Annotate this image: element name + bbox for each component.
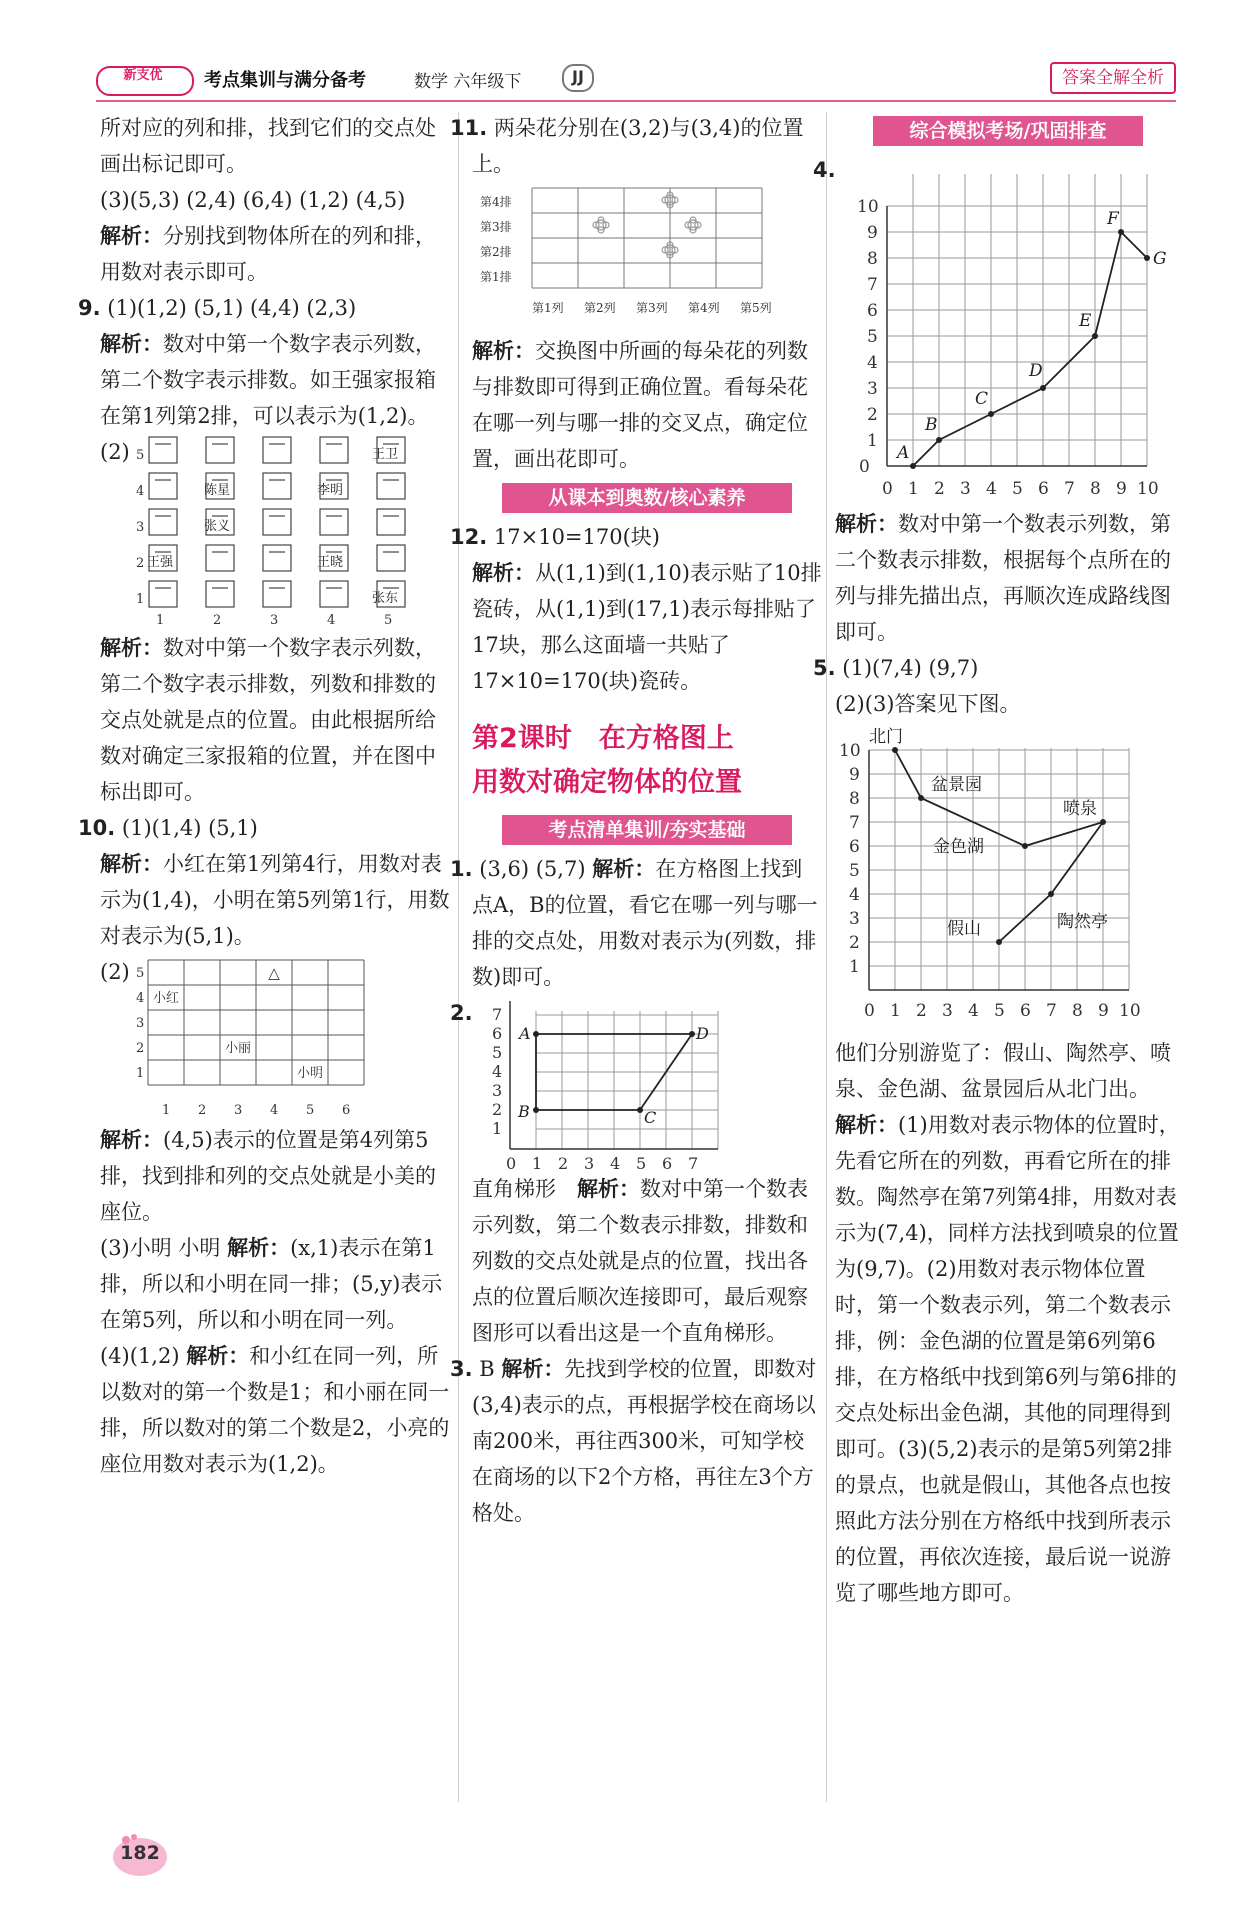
point-e bbox=[1092, 333, 1098, 339]
point-d bbox=[1040, 385, 1046, 391]
column-divider-right bbox=[826, 112, 827, 1802]
mailbox-box bbox=[149, 437, 177, 463]
explanation-label: 解析： bbox=[835, 1112, 898, 1137]
mailbox-box bbox=[263, 437, 291, 463]
seat-name: 小红 bbox=[152, 991, 180, 1006]
mailbox-box bbox=[263, 545, 291, 571]
answer-text: (1)(1,2) (5,1) (4,4) (2,3) bbox=[107, 296, 357, 320]
y-tick-label: 0 bbox=[859, 457, 870, 477]
answer-text: (2)(3)答案见下图。 bbox=[835, 692, 1021, 716]
mailbox-name: 王卫 bbox=[371, 447, 399, 462]
x-tick-label: 8 bbox=[1090, 479, 1101, 499]
explanation-text: 数对中第一个数字表示列数，第二个数字表示排数。如王强家报箱在第1列第2排，可以表示为(1,2)。 bbox=[100, 332, 436, 428]
flower-icon bbox=[593, 217, 609, 233]
x-tick-label: 7 bbox=[1046, 1001, 1057, 1021]
mailbox-box bbox=[377, 509, 405, 535]
point-label: G bbox=[1153, 249, 1167, 269]
lesson-title bbox=[472, 717, 822, 805]
answer-text: (3)小明 小明 bbox=[100, 1236, 228, 1260]
explanation bbox=[472, 333, 822, 477]
x-tick-label: 9 bbox=[1116, 479, 1127, 499]
explanation-label: 解析： bbox=[227, 1235, 291, 1260]
explanation-label: 解析： bbox=[835, 511, 898, 536]
point-c bbox=[637, 1107, 643, 1113]
mailbox-box bbox=[263, 581, 291, 607]
explanation-text: 交换图中所画的每朵花的列数与排数即可得到正确位置。看每朵花在哪一列与哪一排的交叉点，确定位置，画出花即可。 bbox=[472, 339, 808, 471]
place-label: 假山 bbox=[947, 919, 981, 939]
header-divider bbox=[96, 100, 1176, 102]
explanation bbox=[100, 846, 450, 954]
col-label: 第5列 bbox=[740, 301, 772, 315]
x-tick-label: 4 bbox=[986, 479, 997, 499]
section-banner: 综合模拟考场/巩固排查 bbox=[873, 116, 1143, 146]
question-12 bbox=[450, 519, 822, 555]
point-c bbox=[988, 411, 994, 417]
y-tick-label: 7 bbox=[492, 1005, 503, 1024]
x-tick-label: 4 bbox=[610, 1154, 621, 1173]
point-a bbox=[910, 463, 916, 469]
place-label: 金色湖 bbox=[933, 837, 984, 857]
logo-text: 新支优 bbox=[123, 68, 163, 83]
question-11 bbox=[450, 110, 822, 182]
mailbox-box bbox=[263, 473, 291, 499]
mailbox-box bbox=[149, 509, 177, 535]
flower-icon bbox=[685, 217, 701, 233]
y-tick-label: 6 bbox=[867, 301, 878, 321]
row-label: 4 bbox=[136, 991, 145, 1006]
explanation-text: 数对中第一个数表示列数，第二个数表示排数，根据每个点所在的列与排先描出点，再顺次连成路线图即可。 bbox=[835, 512, 1171, 644]
mailbox-name: 陈星 bbox=[203, 483, 231, 498]
col-label: 第1列 bbox=[532, 301, 564, 315]
mailbox-box bbox=[149, 473, 177, 499]
question-1 bbox=[450, 851, 822, 995]
route-line bbox=[913, 232, 1147, 466]
point-a bbox=[533, 1031, 539, 1037]
col-label: 第3列 bbox=[636, 301, 668, 315]
y-tick-label: 3 bbox=[867, 379, 878, 399]
point-penquan bbox=[1100, 819, 1106, 825]
x-tick-label: 3 bbox=[942, 1001, 953, 1021]
row-label: 2 bbox=[136, 1041, 145, 1056]
col-label: 4 bbox=[327, 613, 336, 628]
point-taoranting bbox=[1048, 891, 1054, 897]
column-divider-left bbox=[458, 112, 459, 1802]
x-tick-label: 10 bbox=[1119, 1001, 1141, 1021]
point-b bbox=[533, 1107, 539, 1113]
col-label: 2 bbox=[213, 613, 222, 628]
explanation bbox=[100, 326, 450, 434]
row-label: 3 bbox=[136, 1016, 145, 1031]
y-tick-label: 5 bbox=[849, 861, 860, 881]
row-label: 第1排 bbox=[480, 270, 512, 284]
mailbox-boxes bbox=[146, 437, 405, 607]
point-label: B bbox=[925, 415, 938, 435]
x-tick-label: 2 bbox=[916, 1001, 927, 1021]
explanation-text: 数对中第一个数字表示列数，第二个数字表示排数，列数和排数的交点处就是点的位置。由此根据所给数对确定三家报箱的位置，并在图中标出即可。 bbox=[100, 636, 436, 804]
explanation-text: (1)用数对表示物体的位置时，先看它所在的列数，再看它所在的排数。陶然亭在第7列第4排，用数对表示为(7,4)，同样方法找到喷泉的位置为(9,7)。(2)用数对表示物体位置时，第一个数表示列，第二个数表示排，例：金色湖的位置是第6列第6排，在方格纸中找到第6列与第6排的交点处标出金色湖，其他的同理得到即可。(3)(5,2)表示的是第5列第2排的景点，也就是假山，其他各点也按照此方法分别在方格纸中找到所表示的位置，再依次连接，最后说一说游览了哪些地方即可。 bbox=[835, 1113, 1180, 1605]
col-label: 1 bbox=[162, 1103, 171, 1118]
question-9 bbox=[78, 290, 450, 326]
explanation bbox=[835, 1107, 1180, 1611]
mailbox-name: 王晓 bbox=[316, 555, 344, 570]
y-tick-label: 3 bbox=[492, 1081, 503, 1100]
point-jiashan bbox=[996, 939, 1002, 945]
row-label: 第2排 bbox=[480, 245, 512, 259]
point-label: C bbox=[975, 389, 989, 409]
y-tick-label: 10 bbox=[857, 197, 879, 217]
seat-name: 小丽 bbox=[224, 1041, 252, 1056]
flower-grid bbox=[472, 182, 822, 322]
explanation-label: 解析： bbox=[100, 635, 163, 660]
column-middle bbox=[450, 110, 822, 1531]
question-number: 10. bbox=[78, 816, 116, 840]
mailbox-box bbox=[206, 545, 234, 571]
subquestion-label: (2) bbox=[100, 960, 130, 984]
x-tick-label: 5 bbox=[636, 1154, 647, 1173]
question-5 bbox=[813, 650, 1180, 686]
mailbox-box bbox=[206, 437, 234, 463]
mailbox-box bbox=[263, 509, 291, 535]
point-penjingyuan bbox=[918, 795, 924, 801]
point-g bbox=[1144, 255, 1150, 261]
x-tick-label: 5 bbox=[1012, 479, 1023, 499]
question-number: 1. bbox=[450, 857, 473, 881]
explanation bbox=[100, 1122, 450, 1230]
explanation-text: 在方格图上找到点A，B的位置，看它在哪一列与哪一排的交点处，用数对表示为(列数，排数)即可。 bbox=[472, 857, 818, 989]
explanation bbox=[100, 218, 450, 290]
y-tick-label: 8 bbox=[867, 249, 878, 269]
explanation-label: 解析： bbox=[100, 1127, 163, 1152]
question-number: 12. bbox=[450, 525, 488, 549]
explanation bbox=[472, 1171, 822, 1351]
page-number: 182 bbox=[120, 1842, 160, 1864]
explanation-text: 分别找到物体所在的列和排，用数对表示即可。 bbox=[100, 224, 436, 284]
mailbox-box bbox=[377, 473, 405, 499]
explanation bbox=[100, 1230, 450, 1338]
question-3 bbox=[450, 1351, 822, 1531]
explanation-text: (4,5)表示的位置是第4列第5排，找到排和列的交点处就是小美的座位。 bbox=[100, 1128, 436, 1224]
y-tick-label: 9 bbox=[867, 223, 878, 243]
x-tick-label: 3 bbox=[584, 1154, 595, 1173]
column-left bbox=[78, 110, 450, 1482]
point-beimen bbox=[892, 747, 898, 753]
x-tick-label: 6 bbox=[1020, 1001, 1031, 1021]
question-number: 9. bbox=[78, 296, 101, 320]
x-tick-label: 2 bbox=[934, 479, 945, 499]
answer-text: 所对应的列和排，找到它们的交点处画出标记即可。 bbox=[100, 116, 436, 176]
answer-text: (1)(1,4) (5,1) bbox=[121, 816, 258, 840]
answer-text: B bbox=[479, 1357, 502, 1381]
lesson-title-line: 第2课时 在方格图上 bbox=[472, 723, 734, 754]
explanation-text: 先找到学校的位置，即数对(3,4)表示的点，再根据学校在商场以南200米，再往西300米，可知学校在商场的以下2个方格，再往左3个方格处。 bbox=[472, 1357, 817, 1525]
explanation-label: 解析： bbox=[501, 1356, 565, 1381]
y-tick-label: 2 bbox=[849, 933, 860, 953]
point-label: D bbox=[1029, 361, 1043, 381]
col-label: 4 bbox=[270, 1103, 279, 1118]
y-tick-label: 5 bbox=[492, 1043, 503, 1062]
explanation-label: 解析： bbox=[100, 851, 163, 876]
explanation-text: (x,1)表示在第1排，所以和小明在同一排；(5,y)表示在第5列，所以和小明在同一列。 bbox=[100, 1236, 443, 1332]
question-number: 4. bbox=[813, 158, 836, 182]
x-tick-label: 1 bbox=[890, 1001, 901, 1021]
question-number: 5. bbox=[813, 656, 836, 680]
y-tick-label: 2 bbox=[492, 1100, 503, 1119]
explanation-text: 数对中第一个数表示列数，第二个数表示排数，排数和列数的交点处就是点的位置，找出各点的位置后顺次连接即可，最后观察图形可以看出这是一个直角梯形。 bbox=[472, 1177, 808, 1345]
explanation bbox=[472, 555, 822, 699]
place-label: 北门 bbox=[869, 727, 903, 747]
mailbox-box bbox=[320, 509, 348, 535]
col-label: 6 bbox=[342, 1103, 351, 1118]
point-label: A bbox=[519, 1024, 531, 1043]
answer-text: 直角梯形 bbox=[472, 1177, 556, 1201]
y-tick-label: 2 bbox=[867, 405, 878, 425]
mailbox-name: 李明 bbox=[316, 483, 344, 498]
section-banner: 从课本到奥数/核心素养 bbox=[502, 483, 792, 513]
question-number: 11. bbox=[450, 116, 488, 140]
mailbox-box bbox=[320, 581, 348, 607]
point-b bbox=[936, 437, 942, 443]
section-banner: 考点清单集训/夯实基础 bbox=[502, 815, 792, 845]
x-tick-label: 2 bbox=[558, 1154, 569, 1173]
explanation-text: 从(1,1)到(1,10)表示贴了10排瓷砖，从(1,1)到(17,1)表示每排贴了17块，那么这面墙一共贴了17×10=170(块)瓷砖。 bbox=[472, 561, 822, 693]
question-2 bbox=[450, 995, 822, 1173]
explanation-label: 解析： bbox=[472, 338, 535, 363]
point-label: E bbox=[1079, 311, 1092, 331]
row-label: 2 bbox=[136, 556, 145, 571]
y-tick-label: 4 bbox=[849, 885, 860, 905]
route-graph bbox=[835, 154, 1180, 506]
book-title: 考点集训与满分备考 bbox=[204, 70, 366, 91]
mailbox-box bbox=[206, 581, 234, 607]
row-label: 第3排 bbox=[480, 220, 512, 234]
x-tick-label: 7 bbox=[688, 1154, 699, 1173]
x-tick-label: 1 bbox=[908, 479, 919, 499]
y-tick-label: 4 bbox=[867, 353, 878, 373]
col-label: 3 bbox=[270, 613, 279, 628]
point-f bbox=[1118, 229, 1124, 235]
triangle-mark: △ bbox=[268, 964, 280, 982]
mailbox-grid-block bbox=[100, 434, 450, 630]
subquestion-label: (2) bbox=[100, 440, 130, 464]
y-tick-label: 7 bbox=[867, 275, 878, 295]
row-label: 第4排 bbox=[480, 195, 512, 209]
explanation bbox=[100, 630, 450, 810]
seat-grid-block bbox=[100, 954, 450, 1122]
mailbox-grid bbox=[100, 434, 450, 630]
answer-key-label: 答案全解全析 bbox=[1050, 62, 1176, 94]
point-d bbox=[689, 1031, 695, 1037]
answer-text: 两朵花分别在(3,2)与(3,4)的位置上。 bbox=[472, 116, 804, 176]
y-tick-label: 6 bbox=[492, 1024, 503, 1043]
y-tick-label: 9 bbox=[849, 765, 860, 785]
y-tick-label: 8 bbox=[849, 789, 860, 809]
explanation-label: 解析： bbox=[577, 1176, 640, 1201]
point-label: C bbox=[644, 1108, 657, 1127]
x-tick-label: 0 bbox=[882, 479, 893, 499]
x-tick-label: 0 bbox=[506, 1154, 517, 1173]
x-tick-label: 3 bbox=[960, 479, 971, 499]
col-label: 第4列 bbox=[688, 301, 720, 315]
lesson-title-line: 用数对确定物体的位置 bbox=[472, 767, 742, 798]
explanation-label: 解析： bbox=[100, 331, 163, 356]
col-label: 3 bbox=[234, 1103, 243, 1118]
column-right bbox=[813, 110, 1180, 1611]
y-tick-label: 10 bbox=[839, 741, 861, 761]
point-label: B bbox=[518, 1102, 530, 1121]
place-label: 盆景园 bbox=[931, 775, 982, 795]
row-label: 3 bbox=[136, 520, 145, 535]
y-tick-label: 1 bbox=[492, 1119, 503, 1138]
row-label: 5 bbox=[136, 966, 145, 981]
mailbox-box bbox=[149, 581, 177, 607]
answer-text: (1)(7,4) (9,7) bbox=[842, 656, 979, 680]
answer-text: (3)(5,3) (2,4) (6,4) (1,2) (4,5) bbox=[100, 188, 406, 212]
explanation-label: 解析： bbox=[186, 1343, 250, 1368]
point-label: A bbox=[897, 443, 910, 463]
x-tick-label: 9 bbox=[1098, 1001, 1109, 1021]
explanation-label: 解析： bbox=[100, 223, 163, 248]
col-label: 1 bbox=[156, 613, 165, 628]
point-jinsehu bbox=[1022, 843, 1028, 849]
decor-dot bbox=[131, 1834, 137, 1840]
seat-name: 小明 bbox=[296, 1066, 324, 1081]
explanation bbox=[835, 506, 1180, 650]
y-tick-label: 4 bbox=[492, 1062, 503, 1081]
place-label: 陶然亭 bbox=[1057, 912, 1108, 932]
y-tick-label: 1 bbox=[867, 431, 878, 451]
x-tick-label: 6 bbox=[1038, 479, 1049, 499]
row-label: 1 bbox=[136, 1066, 145, 1081]
col-label: 5 bbox=[306, 1103, 315, 1118]
x-tick-label: 10 bbox=[1137, 479, 1159, 499]
answer-text: (3,6) (5,7) bbox=[479, 857, 593, 881]
mailbox-name: 王强 bbox=[146, 555, 174, 570]
x-tick-label: 4 bbox=[968, 1001, 979, 1021]
answer-text: 他们分别游览了：假山、陶然亭、喷泉、金色湖、盆景园后从北门出。 bbox=[835, 1041, 1171, 1101]
explanation-text: 小红在第1列第4行，用数对表示为(1,4)，小明在第5列第1行，用数对表示为(5,1)。 bbox=[100, 852, 450, 948]
point-label: D bbox=[696, 1024, 709, 1043]
page-header bbox=[96, 60, 1176, 100]
point-label: F bbox=[1107, 209, 1119, 229]
question-4 bbox=[813, 152, 1180, 506]
y-tick-label: 6 bbox=[849, 837, 860, 857]
question-10 bbox=[78, 810, 450, 846]
x-tick-label: 1 bbox=[532, 1154, 543, 1173]
mailbox-name: 张义 bbox=[203, 519, 231, 534]
y-tick-label: 1 bbox=[849, 957, 860, 977]
explanation-label: 解析： bbox=[592, 856, 656, 881]
col-label: 第2列 bbox=[584, 301, 616, 315]
place-label: 喷泉 bbox=[1063, 799, 1097, 819]
row-label: 5 bbox=[136, 448, 145, 463]
question-number: 3. bbox=[450, 1357, 473, 1381]
col-label: 5 bbox=[384, 613, 393, 628]
row-label: 1 bbox=[136, 592, 145, 607]
x-tick-label: 6 bbox=[662, 1154, 673, 1173]
explanation-label: 解析： bbox=[472, 560, 535, 585]
subject-grade: 数学 六年级下 bbox=[414, 72, 522, 92]
park-map-graph bbox=[835, 722, 1180, 1024]
answer-text: (4)(1,2) bbox=[100, 1344, 187, 1368]
answer-text: 17×10=170(块) bbox=[493, 525, 660, 549]
explanation bbox=[100, 1338, 450, 1482]
trapezoid-graph bbox=[482, 997, 822, 1173]
explanation-text: 和小红在同一列，所以数对的第一个数是1；和小丽在同一排，所以数对的第二个数是2，小亮的座位用数对表示为(1,2)。 bbox=[100, 1344, 450, 1476]
mailbox-name: 张东 bbox=[371, 591, 399, 606]
row-label: 4 bbox=[136, 484, 145, 499]
x-tick-label: 8 bbox=[1072, 1001, 1083, 1021]
y-tick-label: 5 bbox=[867, 327, 878, 347]
col-label: 2 bbox=[198, 1103, 207, 1118]
y-tick-label: 7 bbox=[849, 813, 860, 833]
x-tick-label: 0 bbox=[864, 1001, 875, 1021]
mailbox-box bbox=[320, 437, 348, 463]
x-tick-label: 7 bbox=[1064, 479, 1075, 499]
edition-tag: JJ bbox=[562, 64, 594, 92]
mailbox-box bbox=[377, 545, 405, 571]
seat-grid bbox=[100, 954, 450, 1122]
x-tick-label: 5 bbox=[994, 1001, 1005, 1021]
y-tick-label: 3 bbox=[849, 909, 860, 929]
question-number: 2. bbox=[450, 1001, 473, 1025]
